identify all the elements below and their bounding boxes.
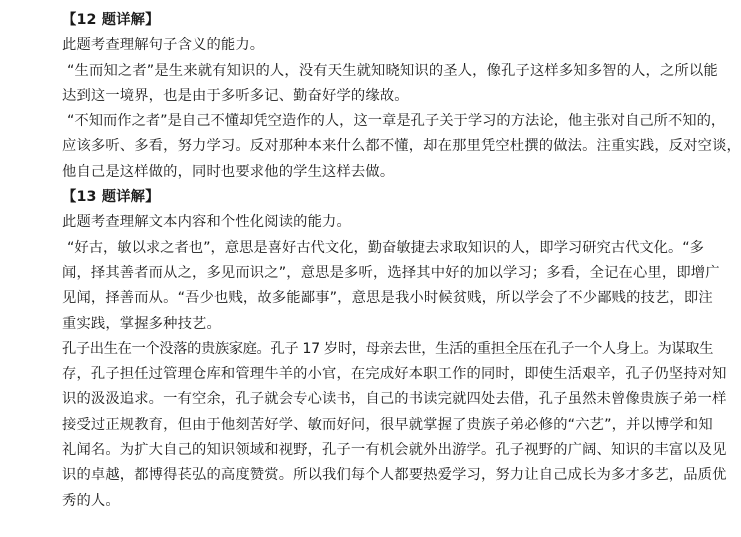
paragraph-line: 识的汲汲追求。一有空余，孔子就会专心读书，自己的书读完就四处去借，孔子虽然未曾像贵族子弟一样 [62, 391, 727, 408]
paragraph-line: 礼闻名。为扩大自己的知识领域和视野，孔子一有机会就外出游学。孔子视野的广阔、知识的丰富以及见 [62, 442, 727, 459]
section-12-heading: 【12 题详解】 [62, 12, 160, 28]
section-13-heading: 【13 题详解】 [62, 189, 160, 206]
paragraph-line: 识的卓越，都博得苌弘的高度赞赏。所以我们每个人都要热爱学习，努力让自己成长为多才多艺，品质优 [62, 467, 727, 484]
paragraph-line: “不知而作之者”是自己不懂却凭空造作的人，这一章是孔子关于学习的方法论，他主张对自己所不知的， [67, 113, 726, 130]
paragraph-line: 存，孔子担任过管理仓库和管理牛羊的小官，在完成好本职工作的同时，即使生活艰辛，孔子仍坚持对知 [62, 366, 727, 383]
paragraph-line: 闻，择其善者而从之，多见而识之”，意思是多听，选择其中好的加以学习；多看，全记在心里，即增广 [62, 264, 720, 281]
paragraph-line: 他自己是这样做的，同时也要求他的学生这样去做。 [62, 163, 395, 180]
paragraph-line: 秀的人。 [62, 492, 120, 509]
paragraph-line: 此题考查理解句子含义的能力。 [62, 37, 265, 54]
paragraph-line: 达到这一境界，也是由于多听多记、勤奋好学的缘故。 [62, 87, 409, 104]
paragraph-line: “生而知之者”是生来就有知识的人，没有天生就知晓知识的圣人，像孔子这样多知多智的人，之所以能 [67, 62, 718, 79]
paragraph-line: 重实践，掌握多种技艺。 [62, 315, 221, 332]
paragraph-line: 孔子出生在一个没落的贵族家庭。孔子 17 岁时，母亲去世，生活的重担全压在孔子一个人身上。为谋取生 [62, 340, 714, 357]
paragraph-line: 接受过正规教育，但由于他刻苦好学、敏而好问，很早就掌握了贵族子弟必修的“六艺”，并以博学和知 [62, 416, 713, 433]
paragraph-line: “好古，敏以求之者也”，意思是喜好古代文化，勤奋敏捷去求取知识的人，即学习研究古代文化。“多 [67, 239, 704, 256]
paragraph-line: 此题考查理解文本内容和个性化阅读的能力。 [62, 214, 351, 231]
paragraph-line: 见闻，择善而从。“吾少也贱，故多能鄙事”，意思是我小时候贫贱，所以学会了不少鄙贱的技艺，即注 [62, 290, 713, 307]
paragraph-line: 应该多听、多看，努力学习。反对那种本来什么都不懂，却在那里凭空杜撰的做法。注重实践，反对空谈， [62, 138, 741, 155]
